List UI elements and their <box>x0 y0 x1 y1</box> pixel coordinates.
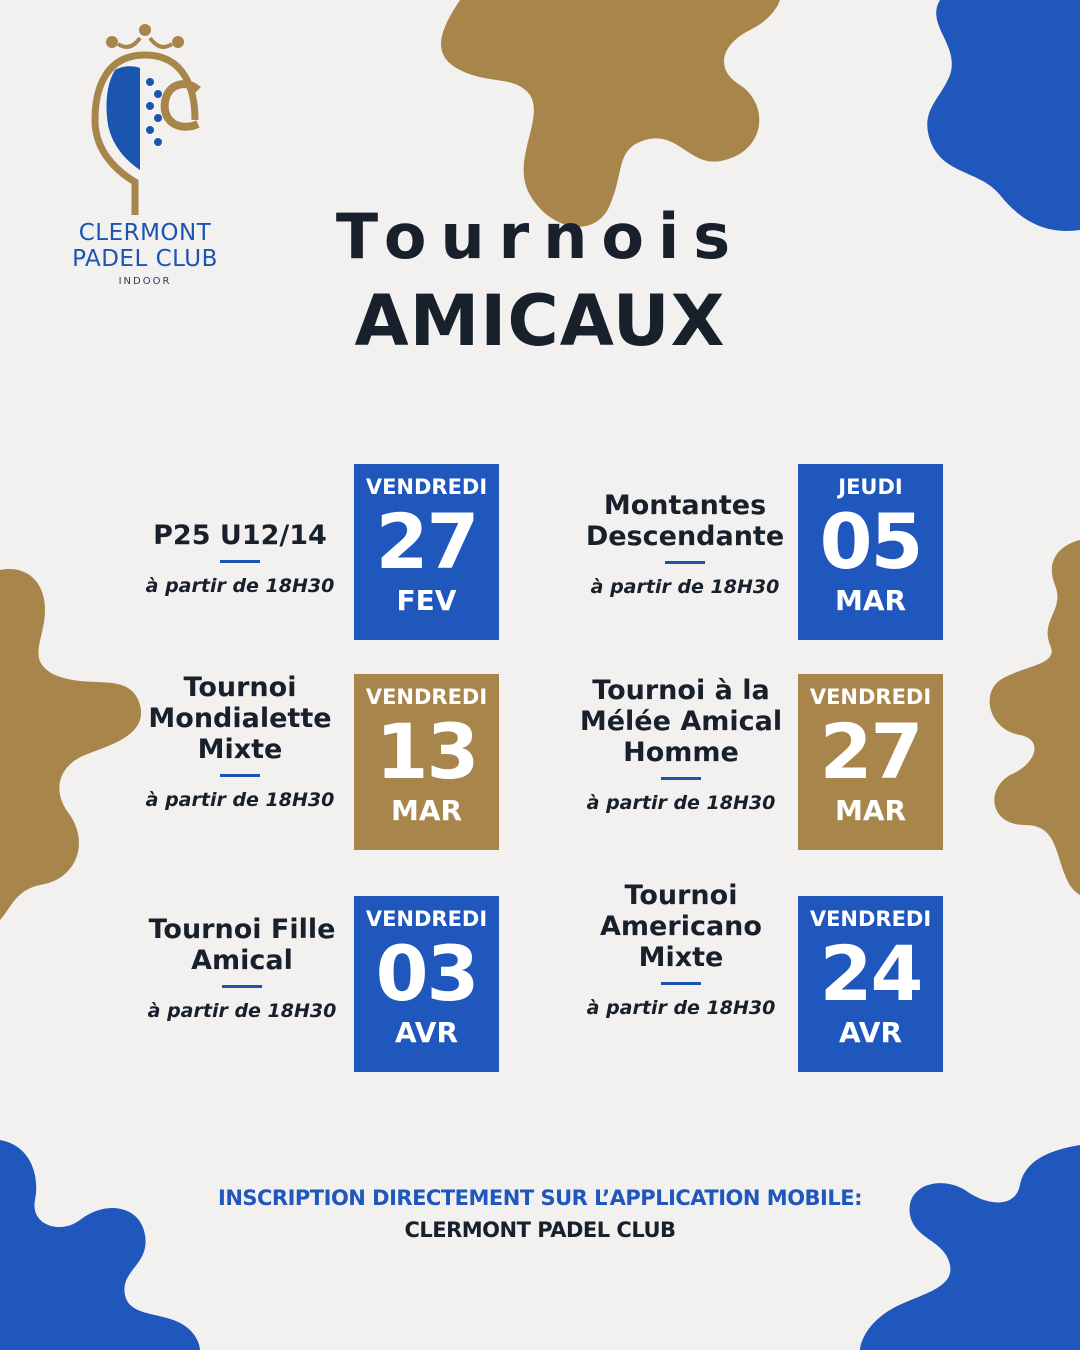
event-divider <box>665 561 705 564</box>
event-text-3 <box>125 672 355 811</box>
page-title-line1: Tournois <box>335 200 745 273</box>
logo-line-clermont: CLERMONT <box>78 220 212 246</box>
event-divider <box>222 985 262 988</box>
date-month: MAR <box>390 794 463 827</box>
gold-blob-right <box>985 540 1080 900</box>
event-time: à partir de 18H30 <box>586 997 776 1019</box>
date-box-6 <box>798 896 943 1072</box>
date-number: 24 <box>819 929 922 1018</box>
date-number: 05 <box>819 497 922 586</box>
padel-racket-logo-icon <box>70 20 220 220</box>
app-name: CLERMONT PADEL CLUB <box>404 1218 676 1242</box>
event-text-5 <box>127 914 357 1022</box>
date-number: 13 <box>375 707 478 796</box>
event-text-2 <box>570 490 800 598</box>
date-box-3 <box>354 674 499 850</box>
event-divider <box>661 777 701 780</box>
date-month: AVR <box>839 1016 902 1049</box>
event-divider <box>220 774 260 777</box>
date-box-5 <box>354 896 499 1072</box>
date-box-1 <box>354 464 499 640</box>
date-box-4 <box>798 674 943 850</box>
date-month: FEV <box>396 584 457 617</box>
date-day: VENDREDI <box>365 907 488 931</box>
event-text-1 <box>125 520 355 597</box>
event-name: Montantes Descendante <box>585 490 785 552</box>
event-text-4 <box>566 675 796 814</box>
date-day: VENDREDI <box>809 907 932 931</box>
event-name: P25 U12/14 <box>153 520 327 551</box>
event-name: Tournoi Fille Amical <box>148 914 336 976</box>
event-time: à partir de 18H30 <box>145 575 335 597</box>
logo-line-indoor: INDOOR <box>118 276 172 287</box>
event-time: à partir de 18H30 <box>145 789 335 811</box>
date-month: MAR <box>834 584 907 617</box>
gold-blob-left <box>0 565 145 925</box>
date-day: VENDREDI <box>809 685 932 709</box>
blue-blob-bottom-left <box>0 1140 210 1350</box>
date-day: VENDREDI <box>365 685 488 709</box>
date-day: JEUDI <box>838 475 903 499</box>
event-name: Tournoi Mondialette Mixte <box>148 672 332 765</box>
date-day: VENDREDI <box>365 475 488 499</box>
blue-blob-bottom-right <box>855 1145 1080 1350</box>
date-month: AVR <box>395 1016 458 1049</box>
event-text-6 <box>566 880 796 1019</box>
registration-instruction: INSCRIPTION DIRECTEMENT SUR L’APPLICATION MOBILE: <box>218 1186 862 1210</box>
event-divider <box>661 982 701 985</box>
date-number: 27 <box>375 497 478 586</box>
date-month: MAR <box>834 794 907 827</box>
date-box-2 <box>798 464 943 640</box>
event-name: Tournoi Americano Mixte <box>600 880 762 973</box>
event-name: Tournoi à la Mélée Amical Homme <box>579 675 783 768</box>
event-divider <box>220 560 260 563</box>
event-time: à partir de 18H30 <box>590 576 780 598</box>
event-time: à partir de 18H30 <box>147 1000 337 1022</box>
logo-line-padel-club: PADEL CLUB <box>72 246 218 272</box>
page-title-line2: AMICAUX <box>354 280 726 362</box>
event-time: à partir de 18H30 <box>586 792 776 814</box>
date-number: 27 <box>819 707 922 796</box>
date-number: 03 <box>375 929 478 1018</box>
